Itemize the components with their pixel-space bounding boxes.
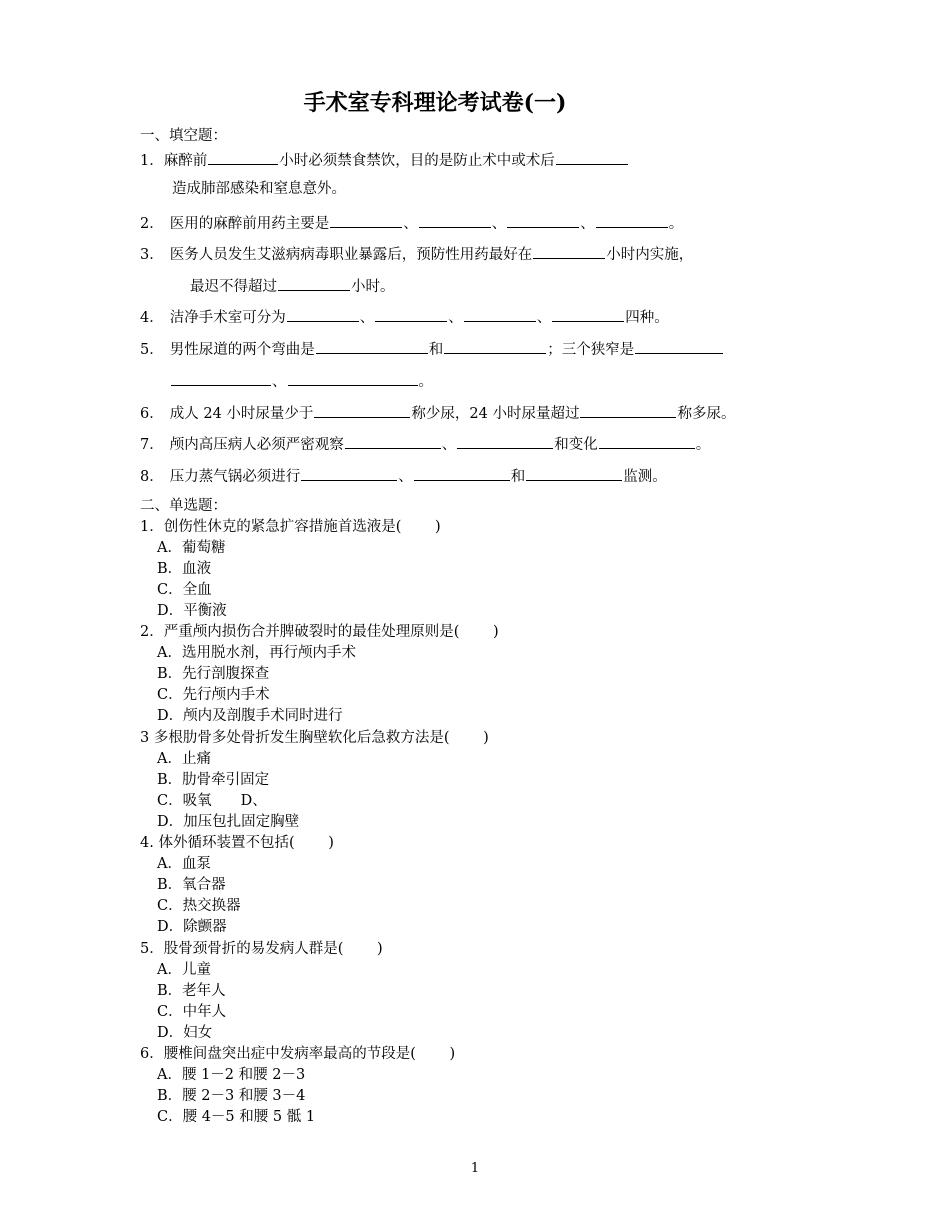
answer-blank[interactable] [533, 242, 605, 259]
end-mark: 。 [418, 374, 433, 390]
option-b[interactable]: B．先行剖腹探查 [157, 666, 270, 682]
answer-blank[interactable] [288, 369, 418, 386]
page-number: 1 [470, 1161, 480, 1176]
option-c[interactable]: C．吸氧 D、 [157, 793, 267, 809]
q8-text-c: 监测。 [623, 469, 667, 485]
fill-question-4 [140, 305, 669, 328]
fill-question-5 [140, 337, 724, 360]
page-title: 手术室专科理论考试卷(一) [303, 90, 567, 116]
q4-number: 4． [140, 310, 164, 326]
section2-heading: 二、单选题： [140, 498, 227, 514]
option-a[interactable]: A．腰 1－2 和腰 2－3 [157, 1067, 306, 1083]
answer-blank[interactable] [599, 432, 695, 449]
answer-blank[interactable] [314, 401, 410, 418]
q6-text-b: 称少尿，24 小时尿量超过 [411, 406, 580, 422]
q4-text-b: 四种。 [625, 310, 669, 326]
answer-blank[interactable] [414, 464, 510, 481]
option-b[interactable]: B．肋骨牵引固定 [157, 772, 270, 788]
separator: 、 [403, 216, 418, 232]
q3-continuation [190, 274, 395, 297]
fill-question-8 [140, 464, 667, 487]
q6-text-c: 称多尿。 [677, 406, 736, 422]
separator: 、 [536, 310, 552, 326]
option-b[interactable]: B．腰 2－3 和腰 3－4 [157, 1088, 306, 1104]
answer-blank[interactable] [464, 305, 536, 322]
fill-question-6 [140, 401, 735, 424]
choice-question-1: 1．创伤性休克的紧急扩容措施首选液是( ) [140, 519, 441, 535]
separator: 、 [448, 310, 463, 326]
answer-blank[interactable] [552, 305, 624, 322]
answer-blank[interactable] [507, 211, 579, 228]
q8-text-b: 和 [510, 469, 526, 485]
answer-blank[interactable] [556, 148, 628, 165]
q5-text-a: 男性尿道的两个弯曲是 [169, 342, 315, 358]
answer-blank[interactable] [596, 211, 668, 228]
separator: 、 [580, 216, 595, 232]
answer-blank[interactable] [580, 401, 676, 418]
q5-text-b: 和 [428, 342, 444, 358]
option-b[interactable]: B．老年人 [157, 983, 226, 999]
answer-blank[interactable] [316, 337, 428, 354]
option-d[interactable]: D．颅内及剖腹手术同时进行 [157, 708, 343, 724]
option-b[interactable]: B．氧合器 [157, 877, 226, 893]
q8-text-a: 压力蒸气锅必须进行 [169, 469, 301, 485]
q7-text-a: 颅内高压病人必须严密观察 [169, 437, 344, 453]
q7-text-b: 和变化 [554, 437, 598, 453]
separator: 、 [491, 216, 507, 232]
choice-question-2: 2．严重颅内损伤合并脾破裂时的最佳处理原则是( ) [140, 624, 499, 640]
option-a[interactable]: A．血泵 [157, 856, 211, 872]
choice-question-4: 4. 体外循环装置不包括( ) [140, 835, 334, 851]
answer-blank[interactable] [208, 148, 278, 165]
answer-blank[interactable] [330, 211, 402, 228]
option-c[interactable]: C．先行颅内手术 [157, 687, 270, 703]
option-c[interactable]: C．腰 4－5 和腰 5 骶 1 [157, 1109, 316, 1125]
answer-blank[interactable] [287, 305, 359, 322]
answer-blank[interactable] [375, 305, 447, 322]
q5-text-c: ；三个狭窄是 [547, 342, 635, 358]
option-d[interactable]: D．除颤器 [157, 919, 227, 935]
option-b[interactable]: B．血液 [157, 561, 212, 577]
q3-number: 3． [140, 247, 164, 263]
answer-blank[interactable] [301, 464, 397, 481]
separator: 、 [272, 374, 287, 390]
section1-heading: 一、填空题： [140, 128, 227, 144]
q1-continuation: 造成肺部感染和窒息意外。 [172, 181, 346, 197]
q2-text: 医用的麻醉前用药主要是 [169, 216, 330, 232]
fill-question-1 [140, 148, 629, 171]
fill-question-2 [140, 211, 683, 234]
option-c[interactable]: C．中年人 [157, 1004, 227, 1020]
q7-number: 7． [140, 437, 164, 453]
fill-question-7 [140, 432, 710, 455]
q6-number: 6． [140, 406, 164, 422]
option-c[interactable]: C．全血 [157, 582, 212, 598]
choice-question-5: 5．股骨颈骨折的易发病人群是( ) [140, 941, 383, 957]
q1-number: 1． [140, 153, 164, 169]
answer-blank[interactable] [457, 432, 553, 449]
option-d[interactable]: D．妇女 [157, 1025, 213, 1041]
q2-number: 2． [140, 216, 164, 232]
end-mark: 。 [668, 216, 684, 232]
answer-blank[interactable] [635, 337, 723, 354]
answer-blank[interactable] [345, 432, 441, 449]
option-d[interactable]: D．平衡液 [157, 603, 227, 619]
choice-question-6: 6．腰椎间盘突出症中发病率最高的节段是( ) [140, 1046, 456, 1062]
separator: 、 [359, 310, 375, 326]
answer-blank[interactable] [444, 337, 546, 354]
option-a[interactable]: A．葡萄糖 [157, 540, 226, 556]
q8-number: 8． [140, 469, 164, 485]
option-a[interactable]: A．儿童 [157, 962, 211, 978]
q5-continuation [170, 369, 433, 392]
option-a[interactable]: A．选用脱水剂，再行颅内手术 [157, 645, 356, 661]
fill-question-3 [140, 242, 693, 265]
q3-text-b: 小时内实施， [606, 247, 694, 263]
answer-blank[interactable] [171, 369, 271, 386]
q3-text-d: 小时。 [351, 279, 395, 295]
end-mark: 。 [695, 437, 711, 453]
q3-text-a: 医务人员发生艾滋病病毒职业暴露后，预防性用药最好在 [169, 247, 533, 263]
q5-number: 5． [140, 342, 164, 358]
separator: 、 [441, 437, 457, 453]
q4-text-a: 洁净手术室可分为 [169, 310, 286, 326]
q1-text-a: 麻醉前 [163, 153, 208, 169]
answer-blank[interactable] [278, 274, 350, 291]
option-d[interactable]: D．加压包扎固定胸壁 [157, 814, 300, 830]
choice-question-3: 3 多根肋骨多处骨折发生胸壁软化后急救方法是( ) [140, 730, 489, 746]
answer-blank[interactable] [526, 464, 622, 481]
separator: 、 [398, 469, 413, 485]
answer-blank[interactable] [419, 211, 491, 228]
q1-text-b: 小时必须禁食禁饮，目的是防止术中或术后 [279, 153, 555, 169]
q3-text-c: 最迟不得超过 [190, 279, 277, 295]
q6-text-a: 成人 24 小时尿量少于 [169, 406, 314, 422]
option-c[interactable]: C．热交换器 [157, 898, 241, 914]
option-a[interactable]: A．止痛 [157, 751, 211, 767]
